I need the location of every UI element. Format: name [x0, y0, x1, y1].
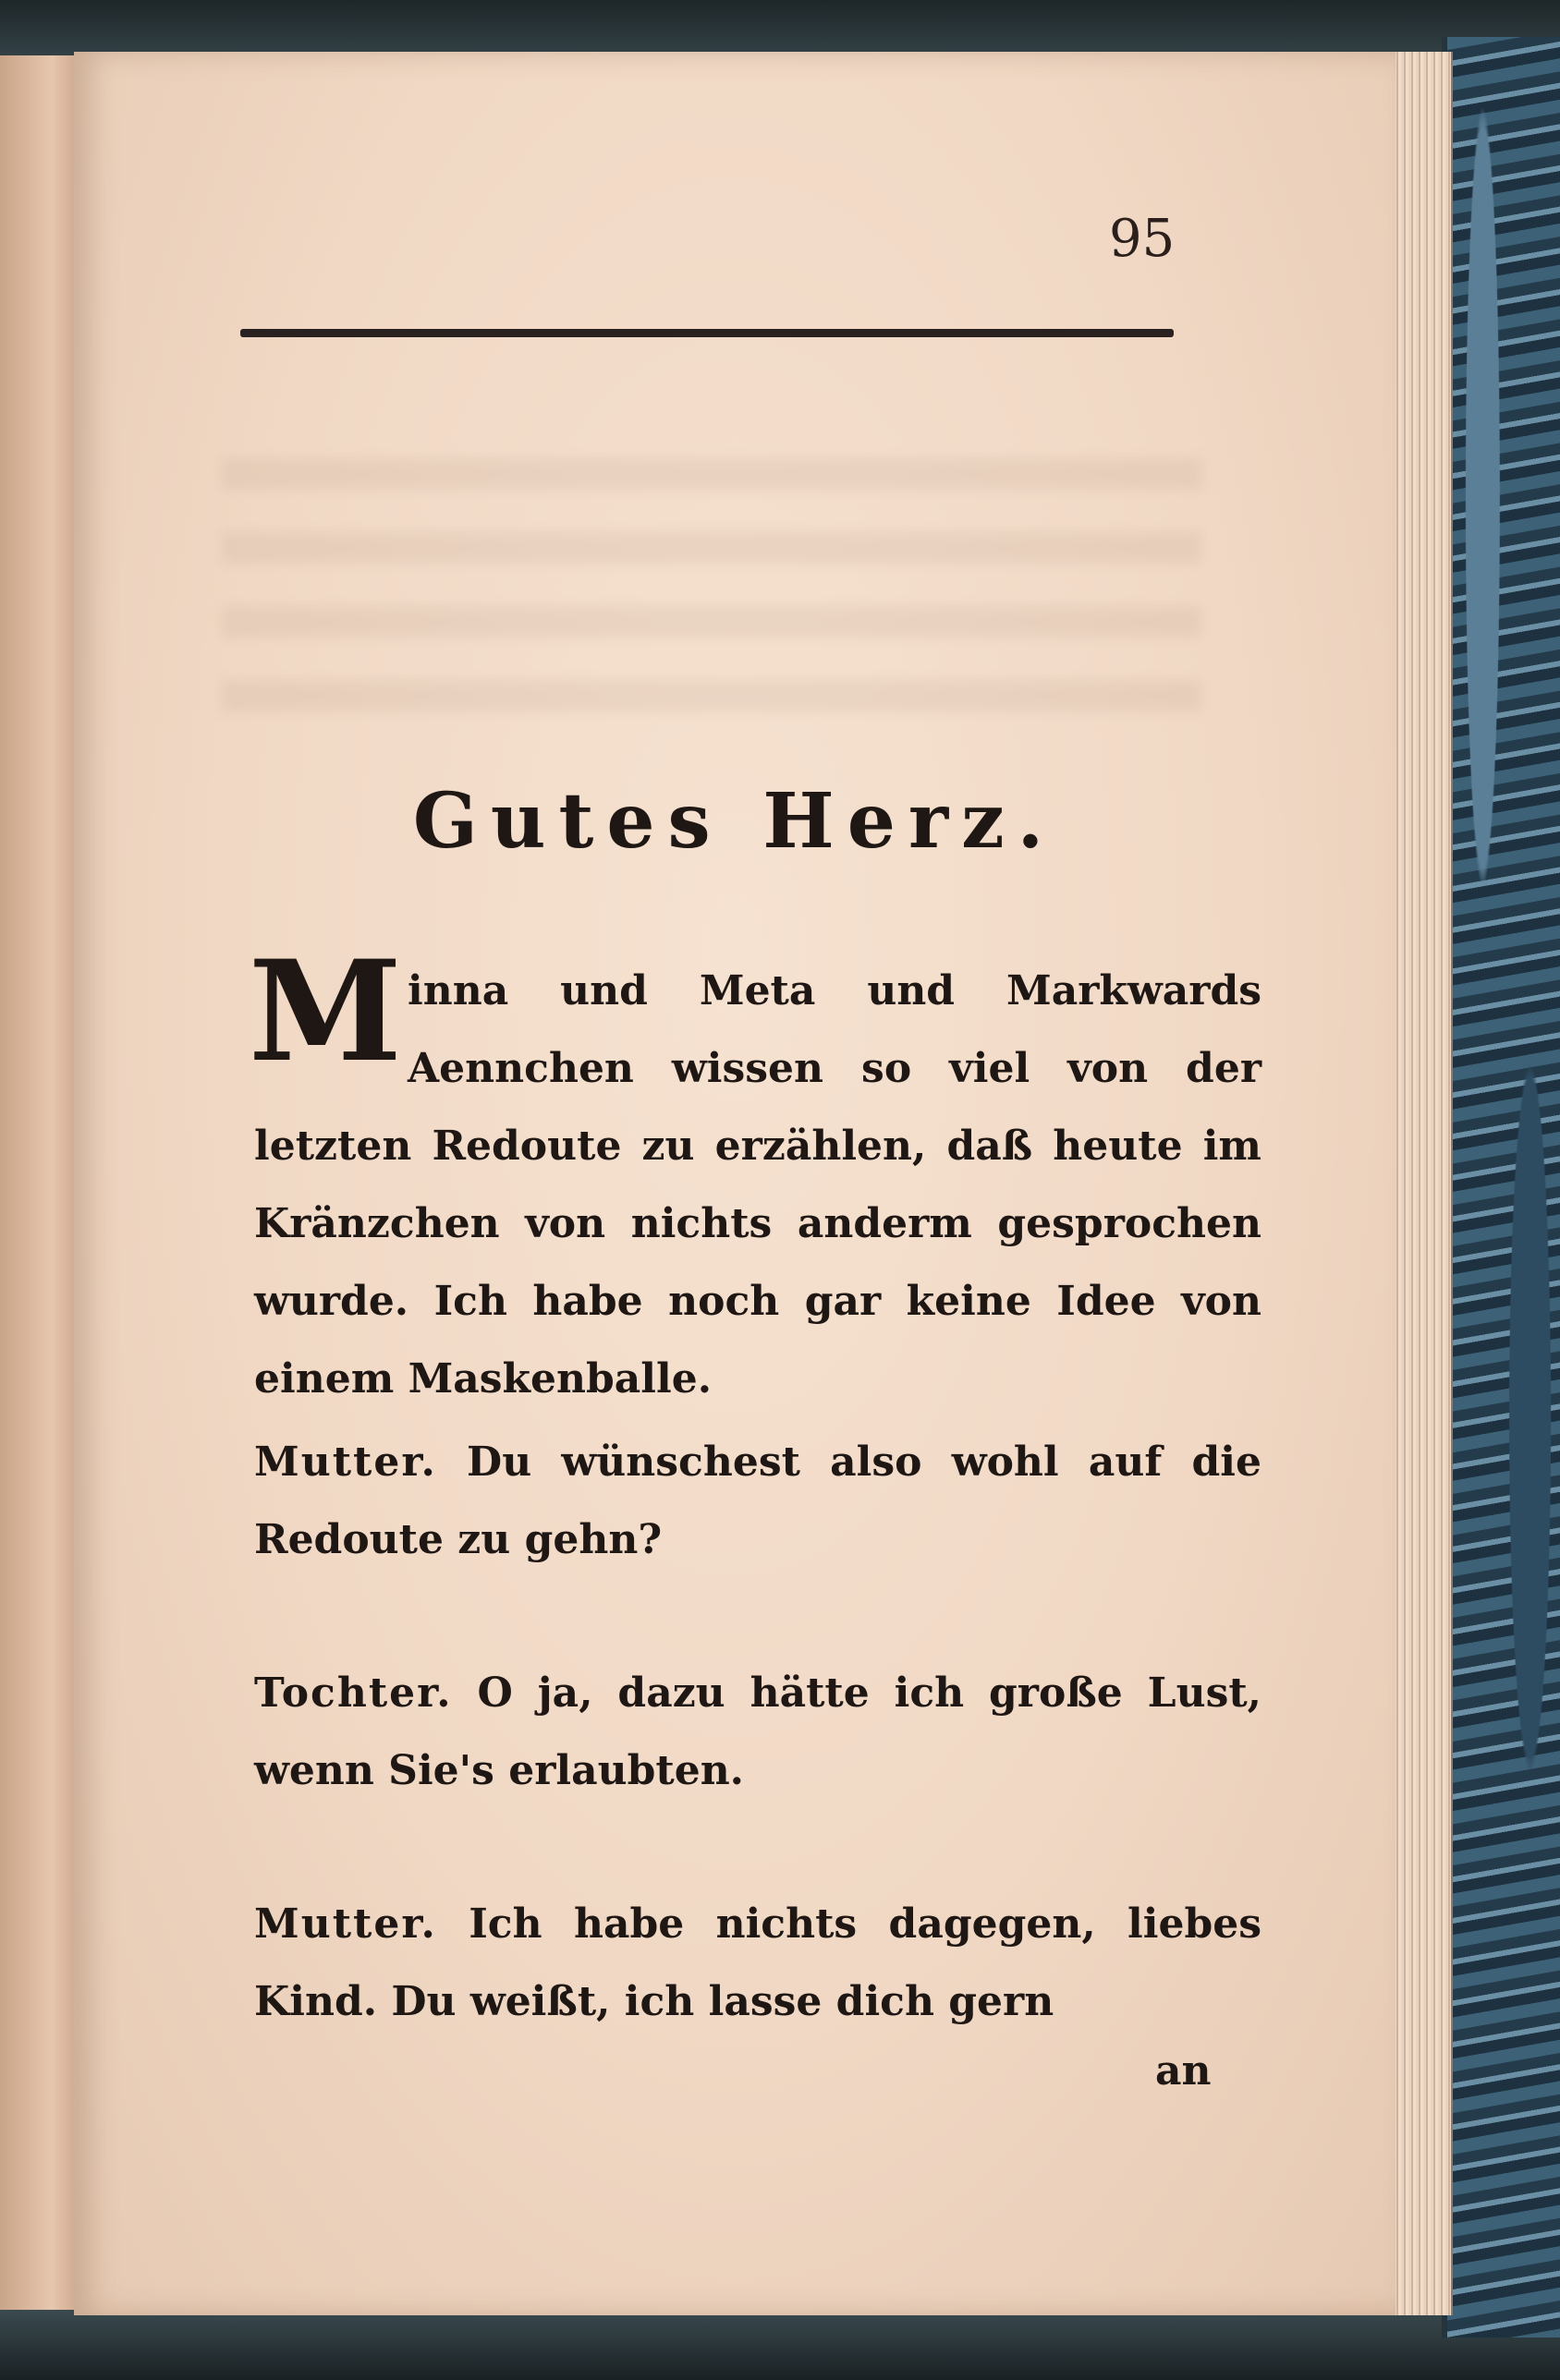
- marbled-cover-edge: [1442, 37, 1560, 2338]
- page-number: 95: [1109, 209, 1176, 269]
- header-rule: [240, 329, 1174, 337]
- paragraph-1: [249, 930, 1261, 1418]
- paragraph-4: [254, 1886, 1261, 2041]
- speaker-label: Tochter.: [254, 1670, 453, 1717]
- book-page: [74, 52, 1395, 2315]
- paragraph-2: [254, 1424, 1261, 1579]
- paragraph-text: O ja, dazu hätte ich große Lust, wenn Sie's erlaubten.: [254, 1670, 1262, 1794]
- paragraph-text: Du wünschest also wohl auf die Redoute zu gehn?: [254, 1439, 1261, 1563]
- book-cover-bottom: [0, 2310, 1560, 2380]
- paragraph-text: Ich habe nichts dagegen, liebes Kind. Du weißt, ich lasse dich gern: [254, 1900, 1261, 2025]
- previous-page-edge: [0, 55, 77, 2310]
- page-stack-edges: [1386, 52, 1453, 2315]
- catchword: an: [1155, 2047, 1212, 2095]
- chapter-title: Gutes Herz.: [412, 777, 1057, 866]
- paragraph-3: [254, 1655, 1261, 1810]
- speaker-label: Mutter.: [254, 1900, 437, 1948]
- drop-cap: M: [249, 930, 403, 1093]
- show-through-text: [222, 458, 1201, 735]
- paragraph-text: inna und Meta und Markwards Aennchen wissen so viel von der letzten Redoute zu erzählen, daß heute im Kränzchen von nichts anderm gesprochen wurde. Ich habe noch gar keine Idee von einem Maskenballe.: [254, 967, 1261, 1402]
- speaker-label: Mutter.: [254, 1439, 437, 1486]
